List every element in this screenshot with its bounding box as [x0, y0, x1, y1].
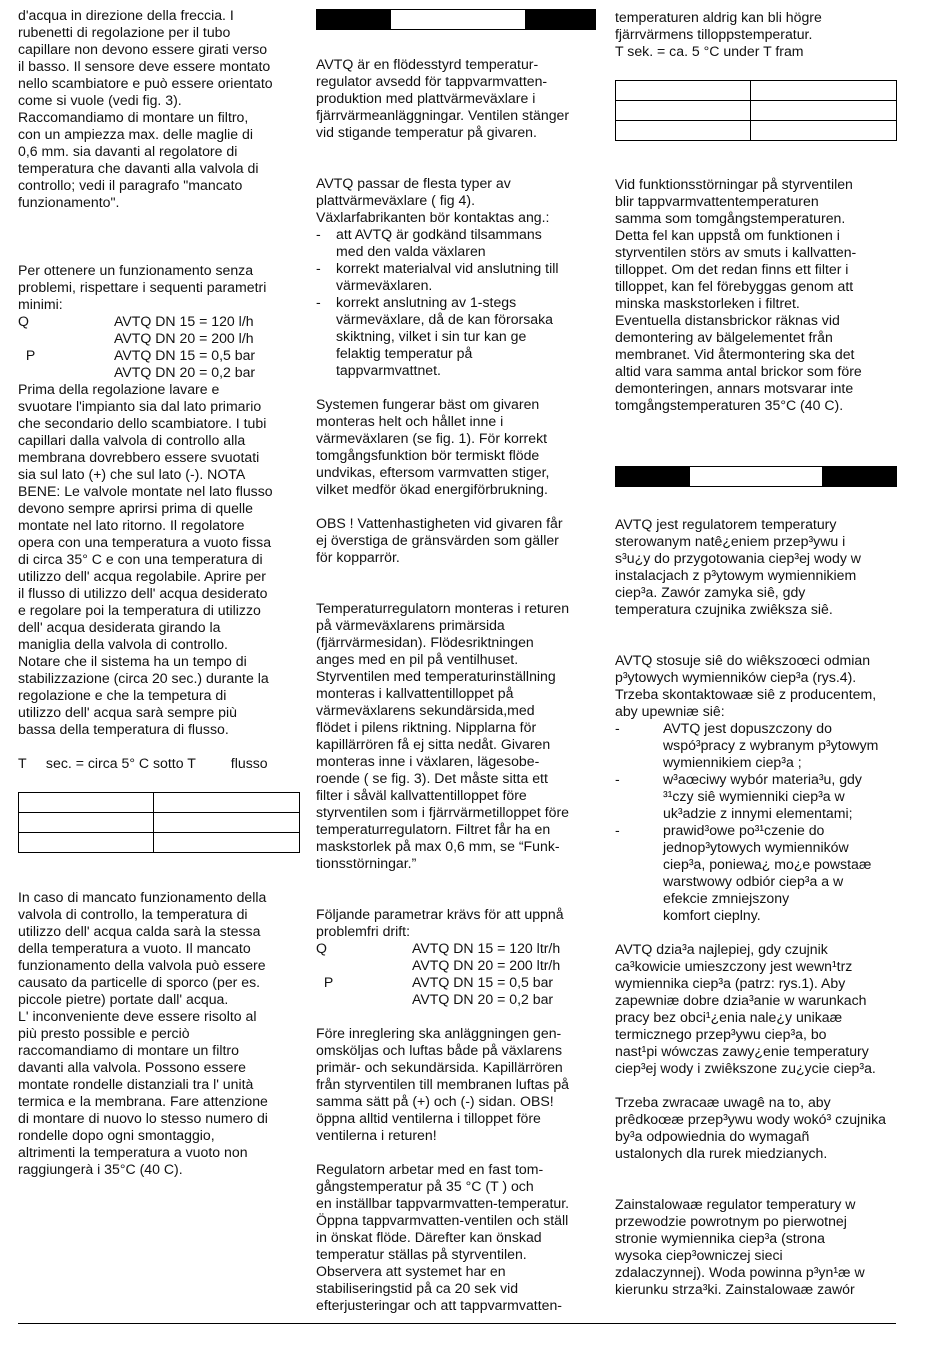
text-line: styrventilen som i fjärrvärmetilloppet före	[316, 804, 569, 820]
text-line: nast¹pi wówczas zawy¿enie temperatury	[615, 1043, 869, 1059]
text-line: plattvärmeväxlare ( fig 4).	[316, 192, 476, 208]
parameter-value: AVTQ DN 15 = 120 ltr/h	[412, 940, 561, 956]
text-line: il basso. Il sensore deve essere montato	[18, 58, 271, 74]
text-line: demonteringen, annars motsvarar inte	[615, 380, 854, 396]
text-line: dell' acqua desiderata girando la	[18, 619, 221, 635]
text-line: maniglia della valvola di controllo.	[18, 636, 228, 652]
paragraph	[316, 1025, 596, 1144]
text-line: minska maskstorleken i filtret.	[615, 295, 800, 311]
parameter-symbol	[316, 991, 412, 1008]
text-line: ustalonych dla rurek miedzianych.	[615, 1145, 828, 1161]
text-line: d'acqua in direzione della freccia. I	[18, 7, 234, 23]
parameter-row	[18, 330, 300, 347]
text-line: en inställbar tappvarmvatten-temperatur.	[316, 1195, 570, 1211]
parameter-symbol: P	[18, 347, 36, 363]
text-line: L' inconveniente deve essere risolto al	[18, 1008, 257, 1024]
list-item-line: värmeväxlaren.	[336, 277, 433, 293]
text-line: tilloppet. Om det redan finns ett filter i	[615, 261, 849, 277]
text-line: zdalaczynnej). Woda powinna p³yn¹æ w	[615, 1264, 865, 1280]
text-line: Trzeba zwracaæ uwagê na to, aby	[615, 1094, 831, 1110]
parameter-row	[316, 940, 596, 957]
list-item-line: ciep³a, poniewa¿ mo¿e powstaæ	[663, 856, 872, 872]
text-line: Före inreglering ska anläggningen gen-	[316, 1025, 562, 1041]
text-line: monteras inne i växlaren, lägesobe-	[316, 753, 540, 769]
paragraph	[316, 175, 596, 226]
text-line: Temperaturregulatorn monteras i returen	[316, 600, 570, 616]
text-line: ciep³ej wody i zwiêkszone zu¿ycie ciep³a.	[615, 1060, 876, 1076]
list-item-line: warstwowy odbiór ciep³a a w	[663, 873, 844, 889]
text-line: funzionamento della valvola può essere	[18, 957, 266, 973]
list-item-line: ³¹czy siê wymienniki ciep³a w	[663, 788, 845, 804]
list-item-line: uk³adzie z innymi elementami;	[663, 805, 853, 821]
text-line: altid vara samma antal brickor som före	[615, 363, 862, 379]
text-line: filter i såväl kallvattentilloppet före	[316, 787, 527, 803]
text-line: monteras i kallvattentilloppet på	[316, 685, 514, 701]
text-line: ca³kowicie umieszczony jest wewn¹trz	[615, 958, 853, 974]
section-heading-bar	[615, 466, 897, 487]
list-item-line: wymiennikiem ciep³a ;	[663, 754, 802, 770]
text-line: sia sul lato (+) che sul lato (-). NOTA	[18, 466, 246, 482]
text-line: raccomandiamo di montare un filtro	[18, 1042, 239, 1058]
text-line: Följande parametrar krävs för att uppnå	[316, 906, 564, 922]
parameter-symbol: P	[316, 974, 334, 990]
text-line: styrventilen störs av smuts i kallvatten-	[615, 244, 857, 260]
text-line: ciep³a. Zawór zamyka siê, gdy	[615, 584, 806, 600]
text-line: produktion med plattvärmeväxlare i	[316, 90, 536, 106]
text-line: på värmeväxlarens primärsida	[316, 617, 505, 633]
list-item-line: w³aœciwy wybór materia³u, gdy	[663, 771, 862, 787]
text-line: stabiliseringstid på ca 20 sek vid	[316, 1280, 519, 1296]
text-line: montate rondelle distanziali tra l' unità	[18, 1076, 254, 1092]
text-line: omsköljas och luftas både på växlarens	[316, 1042, 562, 1058]
text-line: rondelle dopo ogni smontaggio,	[18, 1127, 215, 1143]
text-line: problemfri drift:	[316, 923, 410, 939]
list-item-line: AVTQ jest dopuszczony do	[663, 720, 832, 736]
text-line: undvikas, eftersom varmvatten stiger,	[316, 464, 550, 480]
text-line: valvola di controllo, la temperatura di	[18, 906, 248, 922]
list-item-line: korrekt materialval vid anslutning till	[336, 260, 559, 276]
text-line: gångstemperatur på 35 °C (T ) och	[316, 1178, 534, 1194]
text-line: tilloppet, kan fel förebyggas genom att	[615, 278, 854, 294]
text-line: temperaturen aldrig kan bli högre	[615, 9, 822, 25]
text-line: pracy bez obci¹¿enia nale¿y unikaæ	[615, 1009, 843, 1025]
list-item	[615, 771, 897, 822]
bullet-list	[615, 720, 897, 924]
paragraph	[316, 600, 596, 872]
section-heading-bar	[316, 9, 596, 30]
text-line: by³a odpowiednia do wymagañ	[615, 1128, 810, 1144]
text-line: di circa 35° C e con una temperatura di	[18, 551, 263, 567]
text-line: termica e la membrana. Fare attenzione	[18, 1093, 268, 1109]
text-line: funzionamento".	[18, 194, 120, 210]
list-item-line: med den valda växlaren	[336, 243, 486, 259]
list-item	[316, 260, 596, 294]
paragraph	[615, 1094, 897, 1162]
text-line: T sek. = ca. 5 °C under T fram	[615, 43, 804, 59]
list-item	[316, 226, 596, 260]
parameter-row	[316, 974, 596, 991]
text-line: Regulatorn arbetar med en fast tom-	[316, 1161, 544, 1177]
text-line: samma som tomgångstemperaturen.	[615, 210, 846, 226]
dash-bullet: -	[615, 822, 620, 838]
text-line: monteras helt och hållet inne i	[316, 413, 504, 429]
text-line: utilizzo dell' acqua regolabile. Aprire per	[18, 568, 266, 584]
list-item-line: skiktning, vilket i sin tur kan ge	[336, 328, 527, 344]
parameter-row	[316, 991, 596, 1008]
text-line: samma sätt på (+) och (-) sidan. OBS!	[316, 1093, 554, 1109]
blank-table	[615, 80, 897, 141]
text-line: Notare che il sistema ha un tempo di	[18, 653, 247, 669]
text-line: Eventuella distansbrickor räknas vid	[615, 312, 840, 328]
text-line: il flusso di utilizzo dell' acqua desiderato	[18, 585, 268, 601]
text-line: tomgångsfunktion bör termiskt flöde	[316, 447, 540, 463]
parameter-row	[18, 347, 300, 364]
text-line: rubenetti di regolazione per il tubo	[18, 24, 231, 40]
text-line: capillari dalla valvola di controllo alla	[18, 432, 246, 448]
text-line: montate nel lato ritorno. Il regolatore	[18, 517, 245, 533]
text-line: przewodzie powrotnym po pierwotnej	[615, 1213, 847, 1229]
text-line: anges med en pil på ventilhuset.	[316, 651, 519, 667]
list-item-line: tappvarmvattnet.	[336, 362, 441, 378]
text-line: come si vuole (vedi fig. 3).	[18, 92, 182, 108]
text-line: di montare di nuovo lo stesso numero di	[18, 1110, 268, 1126]
text-line: vid stigande temperatur på givaren.	[316, 124, 537, 140]
parameter-value: AVTQ DN 20 = 200 ltr/h	[412, 957, 561, 973]
parameter-value: AVTQ DN 20 = 0,2 bar	[412, 991, 554, 1007]
text-line: värmeväxlaren (se fig. 1). För korrekt	[316, 430, 548, 446]
text-line: nello scambiatore e può essere orientato	[18, 75, 273, 91]
paragraph	[615, 652, 897, 720]
text-line: causato da particelle di sporco (per es.	[18, 974, 261, 990]
text-line: fjärrvärmeanläggningar. Ventilen stänger	[316, 107, 570, 123]
text-line: Per ottenere un funzionamento senza	[18, 262, 254, 278]
text-line: AVTQ jest regulatorem temperatury	[615, 516, 837, 532]
dash-bullet: -	[316, 226, 321, 242]
text-line: för kopparrör.	[316, 549, 400, 565]
text-line: AVTQ stosuje siê do wiêkszoœci odmian	[615, 652, 871, 668]
text-line: che secondario dello scambiatore. I tubi	[18, 415, 267, 431]
text-line: minimi:	[18, 296, 63, 312]
text-line: primär- och sekundärsida. Kapillärrören	[316, 1059, 563, 1075]
text-line: membranet. Vid återmontering ska det	[615, 346, 855, 362]
text-line: sterowanym natê¿eniem przep³ywu i	[615, 533, 846, 549]
text-line: svuotare l'impianto sia dal lato primario	[18, 398, 262, 414]
list-item-line: efekcie zmniejszony	[663, 890, 790, 906]
paragraph	[615, 176, 897, 414]
text-line: prêdkoœæ przep³ywu wody wokó³ czujnika	[615, 1111, 887, 1127]
text-line: kierunku strza³ki. Zainstalowaæ zawór	[615, 1281, 855, 1297]
text-line: davanti alla valvola. Possono essere	[18, 1059, 246, 1075]
text-line: altrimenti la temperatura a vuoto non	[18, 1144, 248, 1160]
parameter-value: AVTQ DN 15 = 120 l/h	[114, 313, 254, 329]
text-line: con un ampiezza max. delle maglie di	[18, 126, 254, 142]
text-line: Öppna tappvarmvatten-ventilen och ställ	[316, 1212, 569, 1228]
text-line: roende ( se fig. 3). Det måste sitta ett	[316, 770, 548, 786]
text-line: Prima della regolazione lavare e	[18, 381, 220, 397]
text-line: OBS ! Vattenhastigheten vid givaren får	[316, 515, 563, 531]
paragraph	[615, 941, 897, 1077]
paragraph	[18, 381, 300, 738]
text-line: zapewniæ dobre dzia³anie w warunkach	[615, 992, 867, 1008]
list-item-line: felaktig temperatur på	[336, 345, 473, 361]
text-line: in önskat flöde. Därefter kan önskad	[316, 1229, 542, 1245]
dash-bullet: -	[615, 771, 620, 787]
text-line: Raccomandiamo di montare un filtro,	[18, 109, 249, 125]
paragraph	[316, 56, 596, 141]
text-line: värmeväxlarens sekundärsida,med	[316, 702, 535, 718]
list-item-line: korrekt anslutning av 1-stegs	[336, 294, 517, 310]
text-line: Trzeba skontaktowaæ siê z producentem,	[615, 686, 877, 702]
text-line: efterjusteringar och att tappvarmvatten-	[316, 1297, 562, 1313]
parameter-value: AVTQ DN 20 = 200 l/h	[114, 330, 254, 346]
parameter-row	[18, 364, 300, 381]
text-line: fjärrvärmens tilloppstemperatur.	[615, 26, 813, 42]
text-line: Växlarfabrikanten bör kontaktas ang.:	[316, 209, 550, 225]
text-line: (fjärrvärmesidan). Flödesriktningen	[316, 634, 534, 650]
text-line: temperatura czujnika zwiêksza siê.	[615, 601, 833, 617]
text-line: Observera att systemet har en	[316, 1263, 506, 1279]
paragraph	[316, 396, 596, 498]
column-italian	[18, 0, 300, 1178]
dash-bullet: -	[615, 720, 620, 736]
text-line: tomgångstemperaturen 35°C (40 C).	[615, 397, 844, 413]
text-line: utilizzo dell' acqua sarà sempre più	[18, 704, 237, 720]
text-line: tionsstörningar.”	[316, 855, 417, 871]
text-line: wymiennika ciep³a (patrz: rys.1). Aby	[615, 975, 846, 991]
text-line: termicznego przep³ywu ciep³a, bo	[615, 1026, 827, 1042]
text-line: BENE: Le valvole montate nel lato flusso	[18, 483, 273, 499]
text-line: flödet i pilens riktning. Nipplarna för	[316, 719, 537, 735]
text-line: 0,6 mm. sia davanti al regolatore di	[18, 143, 238, 159]
parameter-symbol	[316, 957, 412, 974]
paragraph	[615, 516, 897, 618]
parameter-value: AVTQ DN 15 = 0,5 bar	[412, 974, 554, 990]
text-line: AVTQ är en flödesstyrd temperatur-	[316, 56, 539, 72]
list-item-line: jednop³ytowych wymienników	[663, 839, 849, 855]
parameter-row	[316, 957, 596, 974]
paragraph	[18, 7, 300, 211]
bullet-list	[316, 226, 596, 379]
text-line: In caso di mancato funzionamento della	[18, 889, 267, 905]
text-line: temperatur ställas på styrventilen.	[316, 1246, 527, 1262]
parameter-row	[18, 313, 300, 330]
text-line: wysoka ciep³owniczej sieci	[615, 1247, 783, 1263]
text-line: öppna alltid ventilerna i tilloppet före	[316, 1110, 541, 1126]
parameter-list	[18, 313, 300, 381]
paragraph	[18, 262, 300, 313]
list-item	[615, 720, 897, 771]
paragraph	[18, 889, 300, 1178]
parameter-symbol: Q	[18, 313, 29, 329]
text-line: blir tappvarmvattentemperaturen	[615, 193, 819, 209]
text-line: vilket medför ökad energiförbrukning.	[316, 481, 548, 497]
list-item-line: wspó³pracy z wybranym p³ytowym	[663, 737, 879, 753]
text-line: regolazione e che la tempetura di	[18, 687, 227, 703]
text-line: stabilizzazione (circa 20 sec.) durante la	[18, 670, 269, 686]
parameter-list	[316, 940, 596, 1008]
text-line: p³ytowych wymienników ciep³a (rys.4).	[615, 669, 857, 685]
dash-bullet: -	[316, 294, 321, 310]
text-line: instalacjach z p³ytowym wymiennikiem	[615, 567, 857, 583]
text-line: temperatura che davanti alla valvola di	[18, 160, 259, 176]
parameter-value: AVTQ DN 20 = 0,2 bar	[114, 364, 256, 380]
text-line: Detta fel kan uppstå om funktionen i	[615, 227, 840, 243]
text-line: piccole pietre) portate dall' acqua.	[18, 991, 229, 1007]
text-line: devono sempre aprirsi prima di quelle	[18, 500, 254, 516]
paragraph	[316, 906, 596, 940]
list-item-line: värmeväxlare, då de kan förorsaka	[336, 311, 553, 327]
text-line: problemi, rispettare i sequenti parametri	[18, 279, 267, 295]
text-line: temperaturregulatorn. Filtret får ha en	[316, 821, 551, 837]
parameter-symbol	[18, 330, 114, 347]
text-line: Systemen fungerar bäst om givaren	[316, 396, 540, 412]
list-item-line: prawid³owe po³¹czenie do	[663, 822, 825, 838]
text-line: från styrventilen till membranen luftas på	[316, 1076, 570, 1092]
list-item	[615, 822, 897, 924]
formula-line: T sec. = circa 5° C sotto T flusso	[18, 755, 268, 771]
text-line: capillare non devono essere girati verso	[18, 41, 268, 57]
list-item-line: att AVTQ är godkänd tilsammans	[336, 226, 542, 242]
parameter-symbol: Q	[316, 940, 327, 956]
parameter-value: AVTQ DN 15 = 0,5 bar	[114, 347, 256, 363]
blank-table	[18, 792, 300, 853]
text-line: Styrventilen med temperaturinställning	[316, 668, 556, 684]
text-line: ej överstiga de gränsvärden som gäller	[316, 532, 559, 548]
paragraph	[615, 1196, 897, 1298]
text-line: utilizzo dell' acqua calda sarà la stessa	[18, 923, 261, 939]
paragraph	[615, 9, 897, 60]
column-swedish	[316, 0, 596, 1314]
list-item	[316, 294, 596, 379]
text-line: più presto possible e perciò	[18, 1025, 190, 1041]
paragraph	[316, 1161, 596, 1314]
parameter-symbol	[18, 364, 114, 381]
text-line: raggiungerà i 35°C (40 C).	[18, 1161, 183, 1177]
text-line: ventilerna i returen!	[316, 1127, 437, 1143]
text-line: bassa della temperatura di flusso.	[18, 721, 229, 737]
text-line: AVTQ dzia³a najlepiej, gdy czujnik	[615, 941, 828, 957]
text-line: stronie wymiennika ciep³a (strona	[615, 1230, 825, 1246]
text-line: regulator avsedd för tappvarmvatten-	[316, 73, 548, 89]
text-line: della temperatura a vuoto. Il mancato	[18, 940, 251, 956]
text-line: AVTQ passar de flesta typer av	[316, 175, 511, 191]
text-line: kapillärrören få ej sitta nedåt. Givaren	[316, 736, 551, 752]
column-swedish-polish	[615, 0, 897, 1298]
text-line: Vid funktionsstörningar på styrventilen	[615, 176, 853, 192]
text-line: opera con una temperatura a vuoto fissa	[18, 534, 272, 550]
text-line: aby upewniæ siê:	[615, 703, 725, 719]
text-line: membrana dovrebbero essere svuotati	[18, 449, 260, 465]
text-line: s³u¿y do przygotowania ciep³ej wody w	[615, 550, 861, 566]
text-line: controllo; vedi il paragrafo "mancato	[18, 177, 243, 193]
list-item-line: komfort cieplny.	[663, 907, 761, 923]
text-line: maskstorlek på max 0,6 mm, se “Funk-	[316, 838, 560, 854]
paragraph	[316, 515, 596, 566]
dash-bullet: -	[316, 260, 321, 276]
text-line: e regolare poi la temperatura di utilizzo	[18, 602, 261, 618]
text-line: Zainstalowaæ regulator temperatury w	[615, 1196, 856, 1212]
text-line: demontering av bälgelementet från	[615, 329, 833, 345]
footer-rule	[18, 1323, 896, 1324]
